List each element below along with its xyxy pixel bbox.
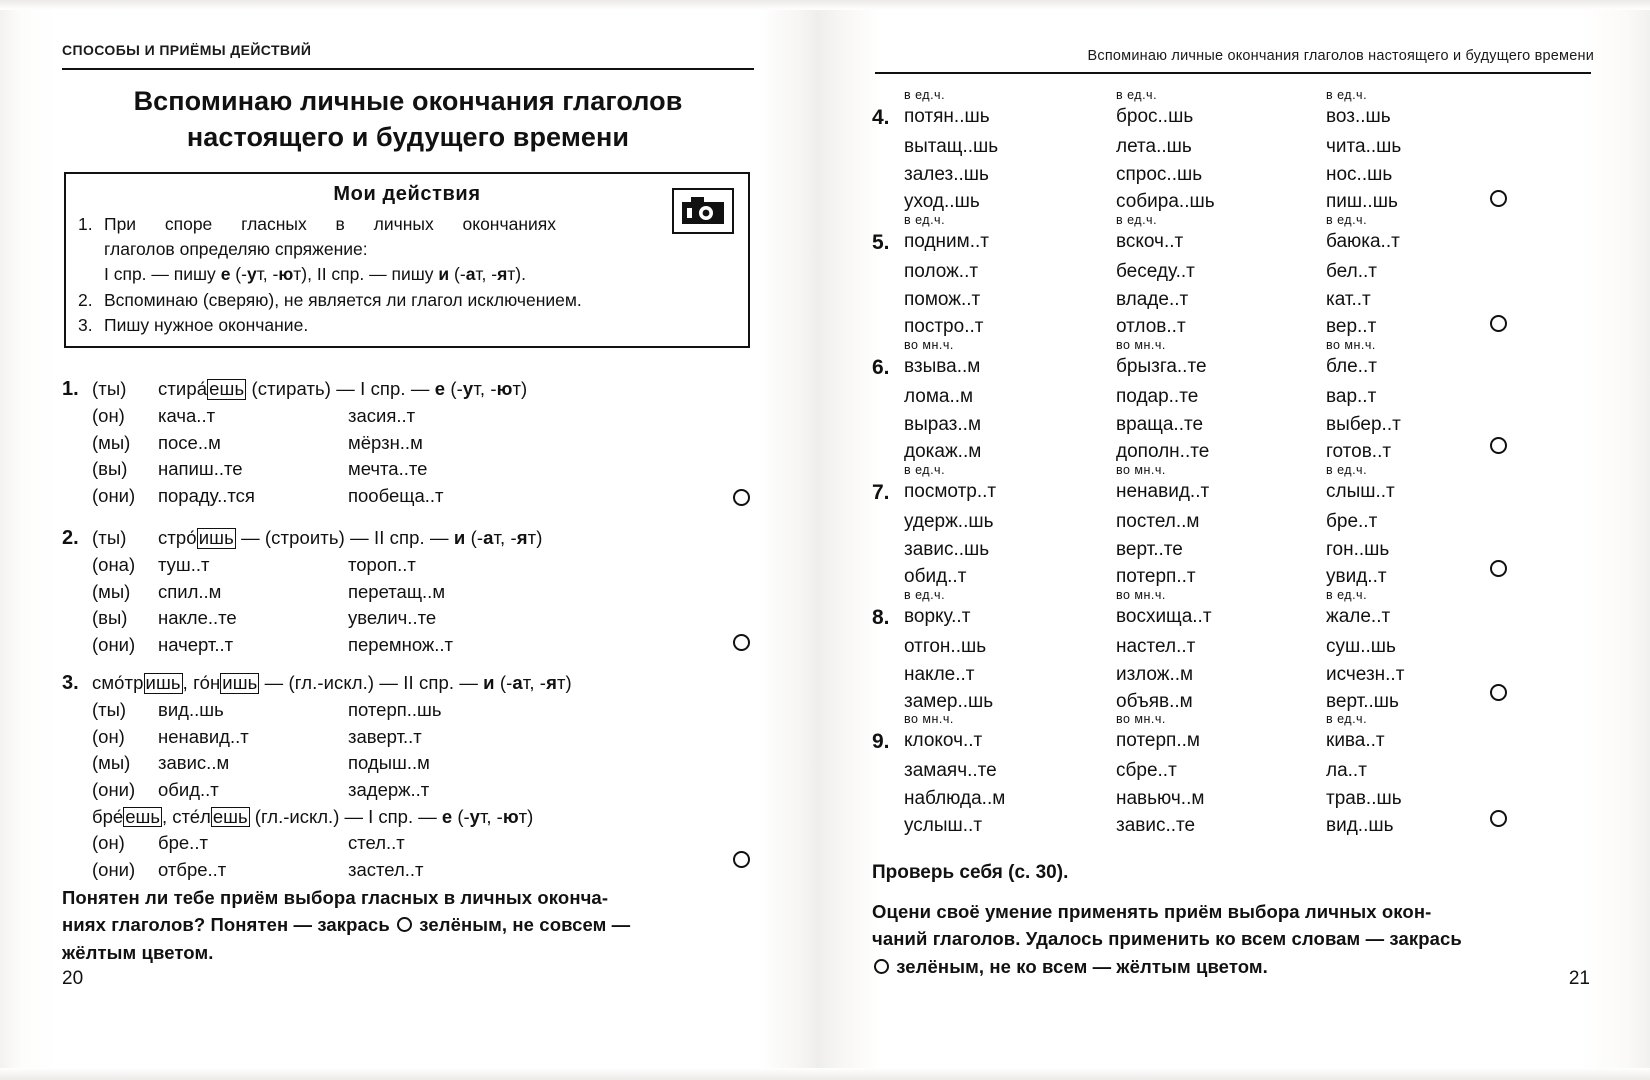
l3b: е <box>220 263 231 284</box>
word-col3: суш..шь <box>1326 636 1396 658</box>
word-col1: докаж..м <box>904 440 982 462</box>
word-col3: бле..т <box>1326 356 1377 377</box>
word-col2: отлов..т <box>1116 315 1186 337</box>
word-col1: отгон..шь <box>904 636 987 658</box>
exercise-3 <box>62 672 762 883</box>
exercise-row <box>92 579 762 606</box>
word-col3: гон..шь <box>1326 538 1390 560</box>
endings-close: т) <box>512 378 528 399</box>
word-col3: исчезн..т <box>1326 663 1405 685</box>
word-col1: помож..т <box>904 288 981 310</box>
word-col2: мёрзн..м <box>348 431 423 453</box>
word-col1: начерт..т <box>158 633 234 655</box>
pronoun: (они) <box>92 858 136 880</box>
pronoun: (они) <box>92 778 136 800</box>
tag-col3: в ед.ч. <box>1326 213 1368 227</box>
word-col1: клокоч..т <box>904 730 983 751</box>
word-col2: восхища..т <box>1116 606 1212 627</box>
word-col2: заверт..т <box>348 725 422 747</box>
word-col3: вид..шь <box>1326 814 1394 836</box>
word-col1: спил..м <box>158 580 222 602</box>
tag-col2: в ед.ч. <box>1116 88 1158 102</box>
item-number: 2. <box>78 289 93 310</box>
tag-col1: в ед.ч. <box>904 463 946 477</box>
word-col2: спрос..шь <box>1116 163 1203 185</box>
word-col3: кат..т <box>1326 288 1371 310</box>
word-col2: потерп..м <box>1116 730 1200 751</box>
word-col1: завис..шь <box>904 538 990 560</box>
self-assessment-circle-3[interactable] <box>733 851 750 868</box>
word-col1: напиш..те <box>158 458 243 480</box>
headline-text <box>92 378 762 400</box>
tag-col3: в ед.ч. <box>1326 88 1368 102</box>
word-col2: излож..м <box>1116 663 1194 685</box>
tag-col2: в ед.ч. <box>1116 213 1158 227</box>
self-assessment-circle-9[interactable] <box>1490 810 1507 827</box>
exercise-row <box>92 403 762 430</box>
word-col3: готов..т <box>1326 440 1392 462</box>
tag-col1: в ед.ч. <box>904 213 946 227</box>
exercise-row <box>92 605 762 632</box>
l3m: т). <box>507 263 526 284</box>
exercise-row <box>92 430 762 457</box>
pronoun: (вы) <box>92 458 128 480</box>
exercise-row <box>92 483 762 510</box>
word-col1: постро..т <box>904 315 984 337</box>
my-actions-heading: Мои действия <box>333 183 481 205</box>
word-stem: стира́ <box>158 378 208 399</box>
closing-line-2 <box>62 911 762 938</box>
endings-open: (- <box>452 805 470 827</box>
exercise-row <box>92 857 762 884</box>
endings-mid: т, - <box>479 805 503 827</box>
word-col2: постел..м <box>1116 511 1200 533</box>
word-col3: ла..т <box>1326 760 1367 782</box>
ending-1: у <box>469 805 480 827</box>
left-page <box>0 0 805 1080</box>
pronoun: (они) <box>92 484 136 506</box>
word-col1: кача..т <box>158 405 216 426</box>
word-col3: пиш..шь <box>1326 190 1398 212</box>
headline-tail: — (строить) — II спр. — <box>235 527 454 548</box>
word1-stem: смо́тр <box>92 672 144 693</box>
closing-line-3 <box>872 953 1572 980</box>
item-number: 1. <box>78 214 93 234</box>
l3g: т), II спр. — пишу <box>293 263 439 284</box>
my-actions-item-3 <box>66 313 748 338</box>
exercise-row <box>92 724 762 751</box>
pronoun: (мы) <box>92 431 131 453</box>
closing-line-2b: зелёным, не совсем — <box>414 914 631 936</box>
camera-icon <box>672 188 734 234</box>
word-col2: брызга..те <box>1116 356 1207 377</box>
word-col2: перемнож..т <box>348 633 454 655</box>
ending-2: ю <box>502 805 519 827</box>
green-circle-icon[interactable] <box>397 917 412 932</box>
ending-1: у <box>462 378 474 399</box>
word-col1: лома..м <box>904 386 974 408</box>
my-actions-box <box>64 172 750 348</box>
subheadline-tail: (гл.-искл.) — I спр. — <box>249 805 442 827</box>
my-actions-item-2 <box>66 288 748 313</box>
word-col2: тороп..т <box>348 554 416 575</box>
word-col2: подар..те <box>1116 386 1199 408</box>
exercise-2 <box>62 527 762 659</box>
comma: , <box>182 672 194 693</box>
rule-vowel: е <box>434 378 446 399</box>
closing-line-2a: ниях глаголов? Понятен — закрась <box>62 914 396 936</box>
tag-col2: во мн.ч. <box>1116 712 1166 726</box>
right-page-number: 21 <box>1568 968 1590 989</box>
self-assessment-circle-4[interactable] <box>1490 190 1507 207</box>
tag-col3: во мн.ч. <box>1326 338 1376 352</box>
left-header-rule <box>62 68 754 70</box>
word-col1: уход..шь <box>904 190 980 212</box>
exercise-row <box>92 697 762 724</box>
exercise-number: 9. <box>872 730 890 753</box>
tag-col2: во мн.ч. <box>1116 338 1166 352</box>
closing-line-3: жёлтым цветом. <box>62 941 214 963</box>
exercise-number: 5. <box>872 231 890 254</box>
exercise-row <box>92 750 762 777</box>
exercise-row <box>92 777 762 804</box>
check-yourself-line: Проверь себя (с. 30). <box>872 862 1069 883</box>
word-col1: посе..м <box>158 431 221 453</box>
word-col3: нос..шь <box>1326 163 1393 185</box>
exercise-3-subheadline <box>92 804 762 831</box>
self-assessment-circle-1[interactable] <box>733 489 750 506</box>
word-col1: услыш..т <box>904 814 983 836</box>
self-assessment-circle-5[interactable] <box>1490 315 1507 332</box>
pronoun: (она) <box>92 554 136 575</box>
word-col2: потерп..шь <box>348 699 442 720</box>
word-col3: выбер..т <box>1326 413 1401 435</box>
word-col3: вер..т <box>1326 315 1377 337</box>
tag-col3: в ед.ч. <box>1326 712 1368 726</box>
word-col3: бел..т <box>1326 261 1377 283</box>
l3e: т, - <box>256 263 279 284</box>
headline-tail: (стирать) — I спр. — <box>246 378 435 399</box>
word-col3: баюка..т <box>1326 231 1400 252</box>
exercise-number: 6. <box>872 356 890 379</box>
page-title-line1: Вспоминаю личные окончания глаголов <box>133 86 683 116</box>
pronoun: (вы) <box>92 607 128 629</box>
word-col1: удерж..шь <box>904 511 994 533</box>
l3h: и <box>438 263 450 284</box>
subheadline-text <box>92 804 533 831</box>
word-col2: перетащ..м <box>348 580 446 602</box>
tag-col1: во мн.ч. <box>904 338 954 352</box>
closing-line-2: чаний глаголов. Удалось применить ко всем словам — закрась <box>872 928 1462 950</box>
word-col2: враща..те <box>1116 413 1204 435</box>
pronoun: (он) <box>92 725 125 747</box>
exercise-number: 8. <box>872 606 890 629</box>
page-title <box>62 84 754 155</box>
pronoun: (мы) <box>92 752 131 774</box>
word-col3: чита..шь <box>1326 136 1402 158</box>
endings-mid: т, - <box>493 527 517 548</box>
self-assessment-circle-7[interactable] <box>1490 560 1507 577</box>
pronoun: (они) <box>92 633 136 655</box>
my-actions-item-1 <box>66 212 748 287</box>
item-text <box>104 212 748 287</box>
word-col2: беседу..т <box>1116 261 1195 283</box>
exercise-row <box>92 632 762 659</box>
word-stem: стро́ <box>158 527 197 548</box>
word-col2: сбре..т <box>1116 760 1177 782</box>
endings-open: (- <box>494 672 513 693</box>
exercise-2-headline <box>62 527 762 550</box>
word-col1: замер..шь <box>904 690 994 712</box>
word-col2: вскоч..т <box>1116 231 1184 252</box>
word-col1: завис..м <box>158 752 230 774</box>
boxed-ending-2: ишь <box>222 672 258 693</box>
word-col1: туш..т <box>158 554 210 575</box>
endings-mid: т, - <box>522 672 547 693</box>
boxed-ending-1: ишь <box>145 672 181 693</box>
word-col2: завис..те <box>1116 814 1196 836</box>
item-line-1: При споре гласных в личных окончаниях <box>104 214 556 234</box>
exercise-number: 4. <box>872 106 890 129</box>
my-actions-list <box>66 212 748 338</box>
headline-tail: — (гл.-искл.) — II спр. — <box>259 672 484 693</box>
endings-close: т) <box>556 672 572 693</box>
ending-2: ю <box>496 378 513 399</box>
boxed-ending-1: ешь <box>125 805 160 827</box>
l3f: ю <box>278 263 294 284</box>
word-col3: верт..шь <box>1326 690 1399 712</box>
word-col2: задерж..т <box>348 778 430 800</box>
closing-line-1: Понятен ли тебе приём выбора гласных в личных оконча- <box>62 887 609 908</box>
pronoun: (ты) <box>92 527 127 548</box>
l3a: I спр. — пишу <box>104 263 221 284</box>
word-col2: дополн..те <box>1116 440 1210 462</box>
word-col1: потян..шь <box>904 106 990 127</box>
pronoun: (мы) <box>92 580 131 602</box>
word-col1: замаяч..те <box>904 760 997 782</box>
word-col2: подыш..м <box>348 752 430 774</box>
left-closing-paragraph <box>62 884 762 966</box>
ending-2: я <box>516 527 528 548</box>
word-col3: жале..т <box>1326 606 1391 627</box>
ending-1: а <box>483 527 494 548</box>
self-assessment-circle-2[interactable] <box>733 634 750 651</box>
l3i: (- <box>449 263 466 284</box>
headline-text <box>92 527 762 549</box>
word-col2: стел..т <box>348 832 405 854</box>
exercise-number: 1. <box>62 378 79 400</box>
word-col3: бре..т <box>1326 511 1378 533</box>
tag-col1: в ед.ч. <box>904 88 946 102</box>
right-closing-paragraph <box>872 898 1572 980</box>
word-col1: ворку..т <box>904 606 971 627</box>
word-col1: накле..т <box>904 663 975 685</box>
word-col1: посмотр..т <box>904 481 997 502</box>
l3l: я <box>497 263 508 284</box>
boxed-ending-2: ешь <box>212 805 248 827</box>
word-col3: кива..т <box>1326 730 1385 751</box>
word-col2: настел..т <box>1116 636 1196 658</box>
comma: , <box>161 805 173 827</box>
closing-line-1: Оцени своё умение применять приём выбора личных окон- <box>872 901 1432 922</box>
closing-line-3b: зелёным, не ко всем — жёлтым цветом. <box>891 955 1268 977</box>
word-col1: обид..т <box>158 778 219 800</box>
self-assessment-circle-6[interactable] <box>1490 437 1507 454</box>
word-col1: пораду..тся <box>158 484 255 506</box>
item-line-2: глаголов определяю спряжение: <box>104 238 368 259</box>
endings-close: т) <box>518 805 534 827</box>
green-circle-icon[interactable] <box>874 959 889 974</box>
word-col1: вытащ..шь <box>904 136 999 158</box>
word-col3: увид..т <box>1326 565 1387 587</box>
left-page-number: 20 <box>62 968 84 989</box>
word-col3: трав..шь <box>1326 787 1402 809</box>
word-col2: брос..шь <box>1116 106 1194 127</box>
exercise-1 <box>62 378 762 510</box>
exercise-row <box>92 552 762 579</box>
word-col2: мечта..те <box>348 458 428 480</box>
tag-col3: в ед.ч. <box>1326 588 1368 602</box>
pronoun: (ты) <box>92 699 127 720</box>
pronoun: (он) <box>92 832 125 854</box>
tag-col3: в ед.ч. <box>1326 463 1368 477</box>
word-col1: взыва..м <box>904 356 981 377</box>
endings-open: (- <box>465 527 484 548</box>
l3d: у <box>246 263 257 284</box>
word-col1: обид..т <box>904 565 967 587</box>
rule-vowel: е <box>441 805 453 827</box>
word2-stem: сте́л <box>172 805 211 827</box>
page-title-line2: настоящего и будущего времени <box>186 121 630 152</box>
word-col2: ненавид..т <box>1116 481 1210 502</box>
self-assessment-circle-8[interactable] <box>1490 684 1507 701</box>
word-col2: верт..те <box>1116 538 1183 560</box>
tag-col2: во мн.ч. <box>1116 463 1166 477</box>
item-number: 3. <box>78 315 93 336</box>
word2-stem: го́н <box>193 672 221 693</box>
rule-vowel: и <box>453 527 466 548</box>
pronoun: (ты) <box>92 378 127 399</box>
word-col2: владе..т <box>1116 288 1189 310</box>
word-col2: объяв..м <box>1116 690 1193 712</box>
right-header-rule <box>875 72 1591 74</box>
word-col2: потерп..т <box>1116 565 1196 587</box>
item-text: Вспоминаю (сверяю), не является ли глагол исключением. <box>104 289 582 310</box>
pronoun: (он) <box>92 405 125 426</box>
word-col2: собира..шь <box>1116 190 1215 212</box>
word-col1: отбре..т <box>158 858 227 880</box>
word-col1: полож..т <box>904 261 979 283</box>
l3k: т, - <box>475 263 498 284</box>
exercise-1-headline <box>62 378 762 401</box>
word-col2: застел..т <box>348 858 424 880</box>
word-col3: воз..шь <box>1326 106 1391 127</box>
word-col2: лета..шь <box>1116 136 1192 158</box>
word-col1: выраз..м <box>904 413 982 435</box>
word1-stem: бре́ <box>92 805 124 827</box>
tag-col1: в ед.ч. <box>904 588 946 602</box>
word-col3: вар..т <box>1326 386 1377 408</box>
headline-text <box>92 672 762 694</box>
word-col2: пообеща..т <box>348 484 444 506</box>
exercise-3-headline <box>62 672 762 695</box>
boxed-ending: ишь <box>198 527 234 548</box>
endings-mid: т, - <box>473 378 497 399</box>
word-col2: увелич..те <box>348 607 437 629</box>
word-col1: вид..шь <box>158 699 224 720</box>
ending-2: я <box>546 672 557 693</box>
word-col1: ненавид..т <box>158 725 249 747</box>
exercise-row <box>92 830 762 857</box>
tag-col2: во мн.ч. <box>1116 588 1166 602</box>
word-col1: накле..те <box>158 607 237 629</box>
item-line-3 <box>104 262 738 287</box>
left-running-head: СПОСОБЫ И ПРИЁМЫ ДЕЙСТВИЙ <box>62 42 312 58</box>
tag-col1: во мн.ч. <box>904 712 954 726</box>
word-col1: залез..шь <box>904 163 989 185</box>
exercise-number: 3. <box>62 672 79 694</box>
l3j: а <box>465 263 476 284</box>
l3c: (- <box>230 263 247 284</box>
word-col1: подним..т <box>904 231 989 252</box>
word-col3: слыш..т <box>1326 481 1395 502</box>
right-running-head: Вспоминаю личные окончания глаголов настоящего и будущего времени <box>1087 48 1594 64</box>
exercise-number: 2. <box>62 527 79 549</box>
endings-open: (- <box>445 378 463 399</box>
ending-1: а <box>512 672 523 693</box>
word-col2: засия..т <box>348 405 416 426</box>
exercise-number: 7. <box>872 481 890 504</box>
item-text: Пишу нужное окончание. <box>104 315 309 336</box>
word-col1: наблюда..м <box>904 787 1006 809</box>
exercise-row <box>92 456 762 483</box>
endings-close: т) <box>527 527 543 548</box>
boxed-ending: ешь <box>209 378 245 399</box>
rule-vowel: и <box>483 672 495 693</box>
word-col2: навьюч..м <box>1116 787 1205 809</box>
word-col1: бре..т <box>158 832 208 854</box>
